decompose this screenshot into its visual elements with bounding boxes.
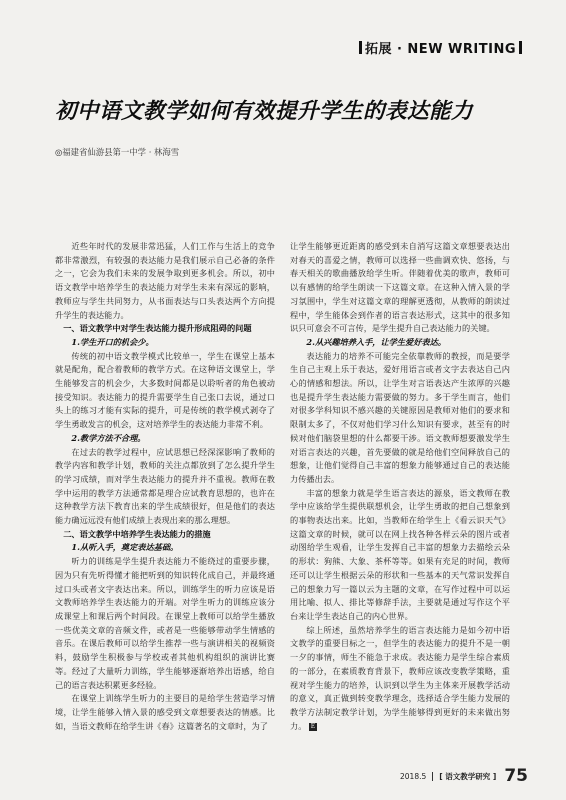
issue-date: 2018.5 <box>400 771 427 781</box>
section-text: 拓展 · NEW WRITING <box>364 42 516 57</box>
paragraph: 在过去的教学过程中，应试思想已经深深影响了教师的教学内容和教学计划，教师的关注点都放到了怎么提升学生的学习成绩，而对学生表达能力的提升并不重视。教师在教学中运用的教学方法通常都是理合应试教育思想的，也许在这种教学方法下教育出来的学生成绩很好，但是他们的表达能力确远远没有他们成绩上表现出来的那么理想。 <box>55 446 275 526</box>
footer-divider <box>432 772 433 781</box>
section-bar-right <box>519 41 522 54</box>
subsection-heading: 1.从听入手，奠定表达基础。 <box>71 542 179 553</box>
paragraph: 近些年时代的发展非常迅猛，人们工作与生活上的竞争都非常激烈，有较强的表达能力是我们展示自己必备的条件之一，它会为我们未来的发展争取到更多机会。所以，初中语文教学中培养学生的表达能力对学生未来有深远的影响，教师应与学生共同努力，从书面表达与口头表达两个方向提升学生的表达能力。 <box>55 241 275 320</box>
page-number: 75 <box>504 766 528 786</box>
section-heading: 二、语文教学中培养学生表达能力的措施 <box>63 528 211 539</box>
paragraph: 让学生能够更近距离的感受到未自消写这篇文章想要表达出对春天的喜爱之情，教师可以选择一些曲调欢快、悠扬，与春天相关的歌曲播放给学生听。伴随着优美的歌声，教师可以有感情的给学生朗读一下这篇文章。在这种入情入景的学习氛围中，学生对这篇文章的理解更透彻，从教师的朗读过程中，学生能体会到作者的语言表达形式，这其中的很多知识只可意会不可言传，是学生提升自己表达能力的关键。 <box>290 241 510 334</box>
section-heading: 一、语文教学中对学生表达能力提升形成阻碍的问题 <box>63 323 252 334</box>
closing-text: 综上所述，虽然培养学生的语言表达能力是如今初中语文教学的重要目标之一，但学生的表达能力的提升不是一朝一夕的事情，师生不能急于求成。表达能力是学生综合素质的一部分，在素质教育背景下，教师应该改变教学策略，重视对学生能力的培养，认识到以学生为主体来开展教学活动的意义，真正做到转变教学理念，选择适合学生能力发展的教学方法制定教学计划，为学生能够得到更好的未来做出努力。 <box>290 624 510 731</box>
paragraph <box>290 624 510 734</box>
article-title: 初中语文教学如何有效提升学生的表达能力 <box>55 99 474 124</box>
section-label <box>359 38 522 57</box>
left-column <box>55 240 275 733</box>
right-column <box>290 240 510 733</box>
paragraph: 听力的训练是学生提升表达能力不能绕过的重要步骤，因为只有先听得懂才能把听到的知识转化成自己，并最终通过口头或者文字表达出来。所以，训练学生的听力应该是语文教师培养学生表达能力的开端。对学生听力的训练应该分成课堂上和课后两个时间段。在课堂上教师可以给学生播放一些优美文章的音频文件，或者是一些能够带动学生情感的音乐。在课后教师可以给学生推荐一些与演讲相关的视频资料，鼓励学生积极参与学校或者其他机构组织的演讲比赛等。经过了大量听力训练，学生能够逐渐培养出语感，给自己的语言表达积累更多经验。 <box>55 556 275 690</box>
paragraph: 在课堂上训练学生听力的主要目的是给学生营造学习情境，让学生能够入情入景的感受到文章想要表达的情感。比如，当语文教师在给学生讲《春》这篇著名的文章时，为了 <box>55 693 275 731</box>
page-footer <box>400 766 528 786</box>
article-byline: ◎福建省仙游县第一中学 · 林海雪 <box>55 147 180 157</box>
paragraph: 丰富的想象力就是学生语言表达的源泉，语文教师在教学中应该给学生提供联想机会，让学生勇敢的把自己想象到的事物表达出来。比如，当教师在给学生上《看云识天气》这篇文章的时候，就可以在网上找各种各样云朵的图片或者动图给学生观看，让学生发挥自己丰富的想象力去描绘云朵的形状：狗熊、大象、茶杯等等。如果有充足的时间，教师还可以让学生根据云朵的形状和一些基本的天气常识发挥自己的想象力写一篇以云为主题的文章，在写作过程中可以运用比喻、拟人、排比等修辞手法，主要就是通过写作这个平台来让学生表达自己的内心世界。 <box>290 487 510 621</box>
subsection-heading: 1.学生开口的机会少。 <box>71 336 154 347</box>
paragraph: 传统的初中语文教学模式比较单一，学生在课堂上基本就是配角，配合着教师的教学方式。在这种语文课堂上，学生能够发言的机会少，大多数时间都是以聆听者的角色被动接受知识。表达能力的提升需要学生自己张口去说，通过口头上的练习才能有实际的提升，可是传统的教学模式剥夺了学生勇敢发言的机会，这对培养学生的表达能力非常不利。 <box>55 350 275 430</box>
journal-name: [ 语文教学研究 ] <box>439 771 497 781</box>
subsection-heading: 2.从兴趣培养入手，让学生爱好表达。 <box>306 336 446 347</box>
end-mark-icon: E <box>310 722 316 730</box>
subsection-heading: 2.教学方法不合理。 <box>71 432 146 443</box>
section-bar-left <box>359 41 362 54</box>
paragraph: 表达能力的培养不可能完全依靠教师的教授，而是要学生自己主观上乐于表达，爱好用语言或者文字去表达自己内心的情感和想法。所以，让学生对言语表达产生浓厚的兴趣也是提升学生表达能力需要做的努力。多于学生而言，他们对很多学科知识不感兴趣的关键原因是教师对他们的要求和限制太多了，不仅对他们学习什么知识有要求，甚至有的时候对他们脑袋里想的什么都要干涉。语文教师想要激发学生对语言表达的兴趣，首先要做的就是给他们空间释放自己的想象，让他们觉得自己丰富的想象力能够通过自己的表达能力传播出去。 <box>290 350 510 484</box>
